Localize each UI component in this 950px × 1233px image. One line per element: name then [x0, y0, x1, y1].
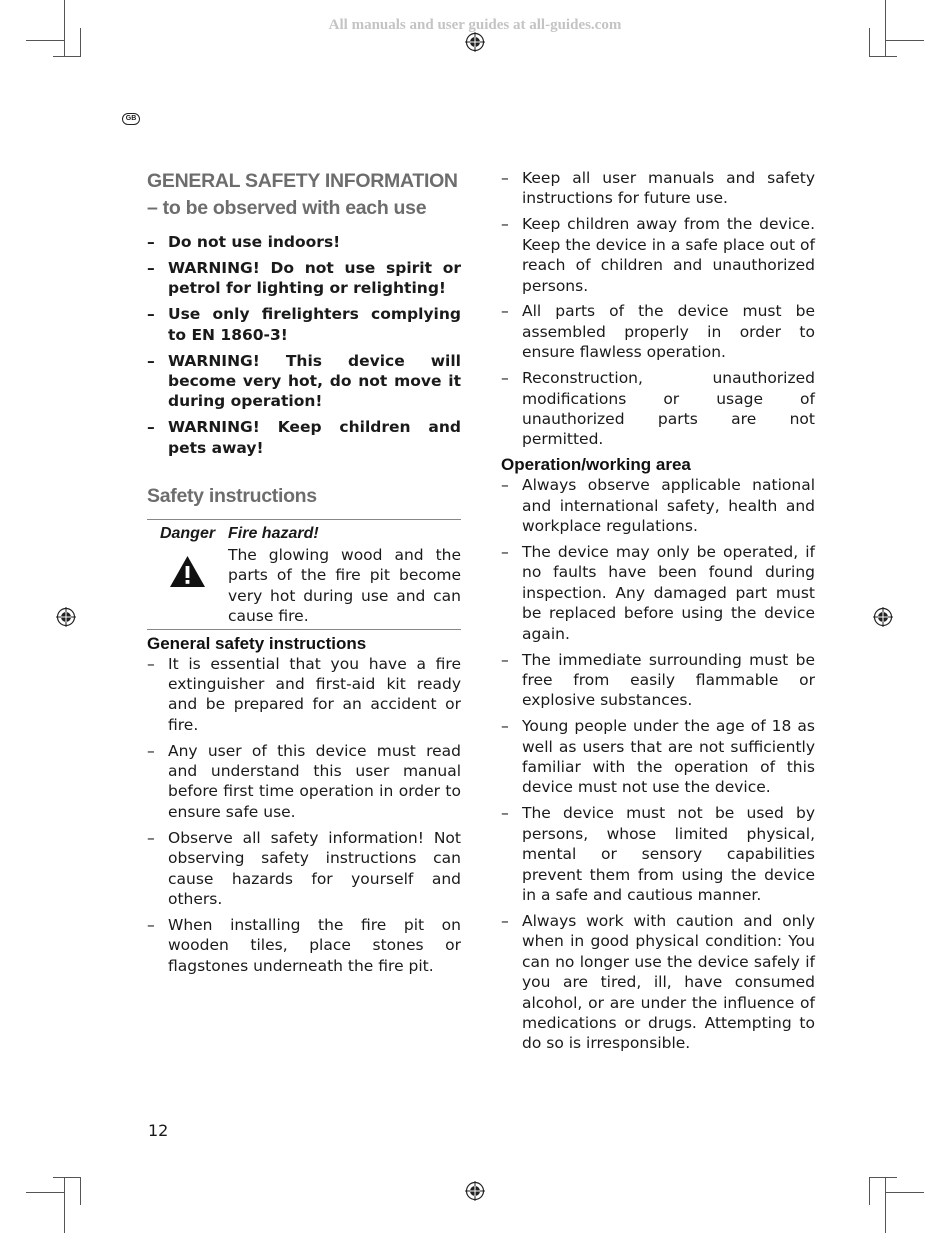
operation-area-list [501, 475, 815, 1053]
crop-mark [26, 40, 64, 41]
crop-mark [53, 1177, 81, 1178]
crop-mark [869, 56, 897, 57]
registration-mark-icon [465, 32, 485, 52]
section-title: GENERAL SAFETY INFORMATION [147, 170, 458, 192]
list-item: – Young people under the age of 18 as well as users that are not sufficiently familiar with the operation of this device must not use the device. [501, 716, 815, 798]
registration-mark-icon [56, 607, 76, 627]
safety-instructions-heading: Safety instructions [147, 485, 317, 508]
list-item: – Observe all safety information! Not observing safety instructions can cause hazards for yourself and others. [147, 828, 461, 910]
danger-title: Fire hazard! [228, 525, 319, 543]
list-item: – All parts of the device must be assembled properly in order to ensure flawless operation. [501, 301, 815, 362]
crop-mark [53, 56, 81, 57]
right-column [501, 168, 815, 1059]
crop-mark [64, 1177, 65, 1233]
general-safety-list-continued [501, 168, 815, 450]
language-badge: GB [122, 113, 140, 125]
general-safety-heading: General safety instructions [147, 633, 367, 653]
registration-mark-icon [873, 607, 893, 627]
warning-triangle-icon [169, 555, 206, 588]
crop-mark [26, 1192, 64, 1193]
list-item: – When installing the fire pit on wooden tiles, place stones or flagstones underneath the fire pit. [147, 915, 461, 976]
warning-item: – WARNING! Do not use spirit or petrol for lighting or relighting! [147, 258, 461, 299]
warning-item: – WARNING! This device will become very hot, do not move it during operation! [147, 351, 461, 412]
operation-area-heading: Operation/working area [501, 455, 691, 475]
warning-list [147, 232, 461, 458]
danger-label: Danger [159, 525, 216, 543]
list-item: – Reconstruction, unauthorized modifications or usage of unauthorized parts are not permitted. [501, 368, 815, 450]
list-item: – Keep children away from the device. Keep the device in a safe place out of reach of children and unauthorized persons. [501, 214, 815, 296]
list-item: – The immediate surrounding must be free from easily flammable or explosive substances. [501, 650, 815, 711]
section-subtitle: – to be observed with each use [147, 197, 427, 219]
general-safety-list [147, 654, 461, 977]
danger-box [147, 519, 461, 629]
list-item: – The device must not be used by persons, whose limited physical, mental or sensory capabilities prevent them from using the device in a safe and cautious manner. [501, 803, 815, 905]
left-column [147, 168, 461, 982]
page-number: 12 [148, 1121, 169, 1140]
crop-mark [886, 40, 924, 41]
list-item: – Always work with caution and only when in good physical condition: You can no longer use the device safely if you are tired, ill, have consumed alcohol, or are under the influence of medications or drugs. Attempting to do so is irresponsible. [501, 911, 815, 1054]
danger-text: The glowing wood and the parts of the fire pit become very hot during use and can cause fire. [228, 545, 461, 626]
crop-mark [885, 1177, 886, 1233]
list-item: – Always observe applicable national and international safety, health and workplace regulations. [501, 475, 815, 536]
list-item: – It is essential that you have a fire extinguisher and first-aid kit ready and be prepared for an accident or fire. [147, 654, 461, 736]
list-item: – Any user of this device must read and understand this user manual before first time operation in order to ensure safe use. [147, 741, 461, 823]
crop-mark [869, 1177, 870, 1205]
list-item: – The device may only be operated, if no faults have been found during inspection. Any damaged part must be replaced before using the device again. [501, 542, 815, 644]
warning-item: – WARNING! Keep children and pets away! [147, 417, 461, 458]
registration-mark-icon [465, 1181, 485, 1201]
warning-item: – Use only firelighters complying to EN 1860-3! [147, 304, 461, 345]
watermark: All manuals and user guides at all-guides.com [328, 17, 622, 33]
crop-mark [886, 1192, 924, 1193]
crop-mark [80, 1177, 81, 1205]
crop-mark [869, 1177, 897, 1178]
warning-item: – Do not use indoors! [147, 232, 461, 252]
list-item: – Keep all user manuals and safety instructions for future use. [501, 168, 815, 209]
